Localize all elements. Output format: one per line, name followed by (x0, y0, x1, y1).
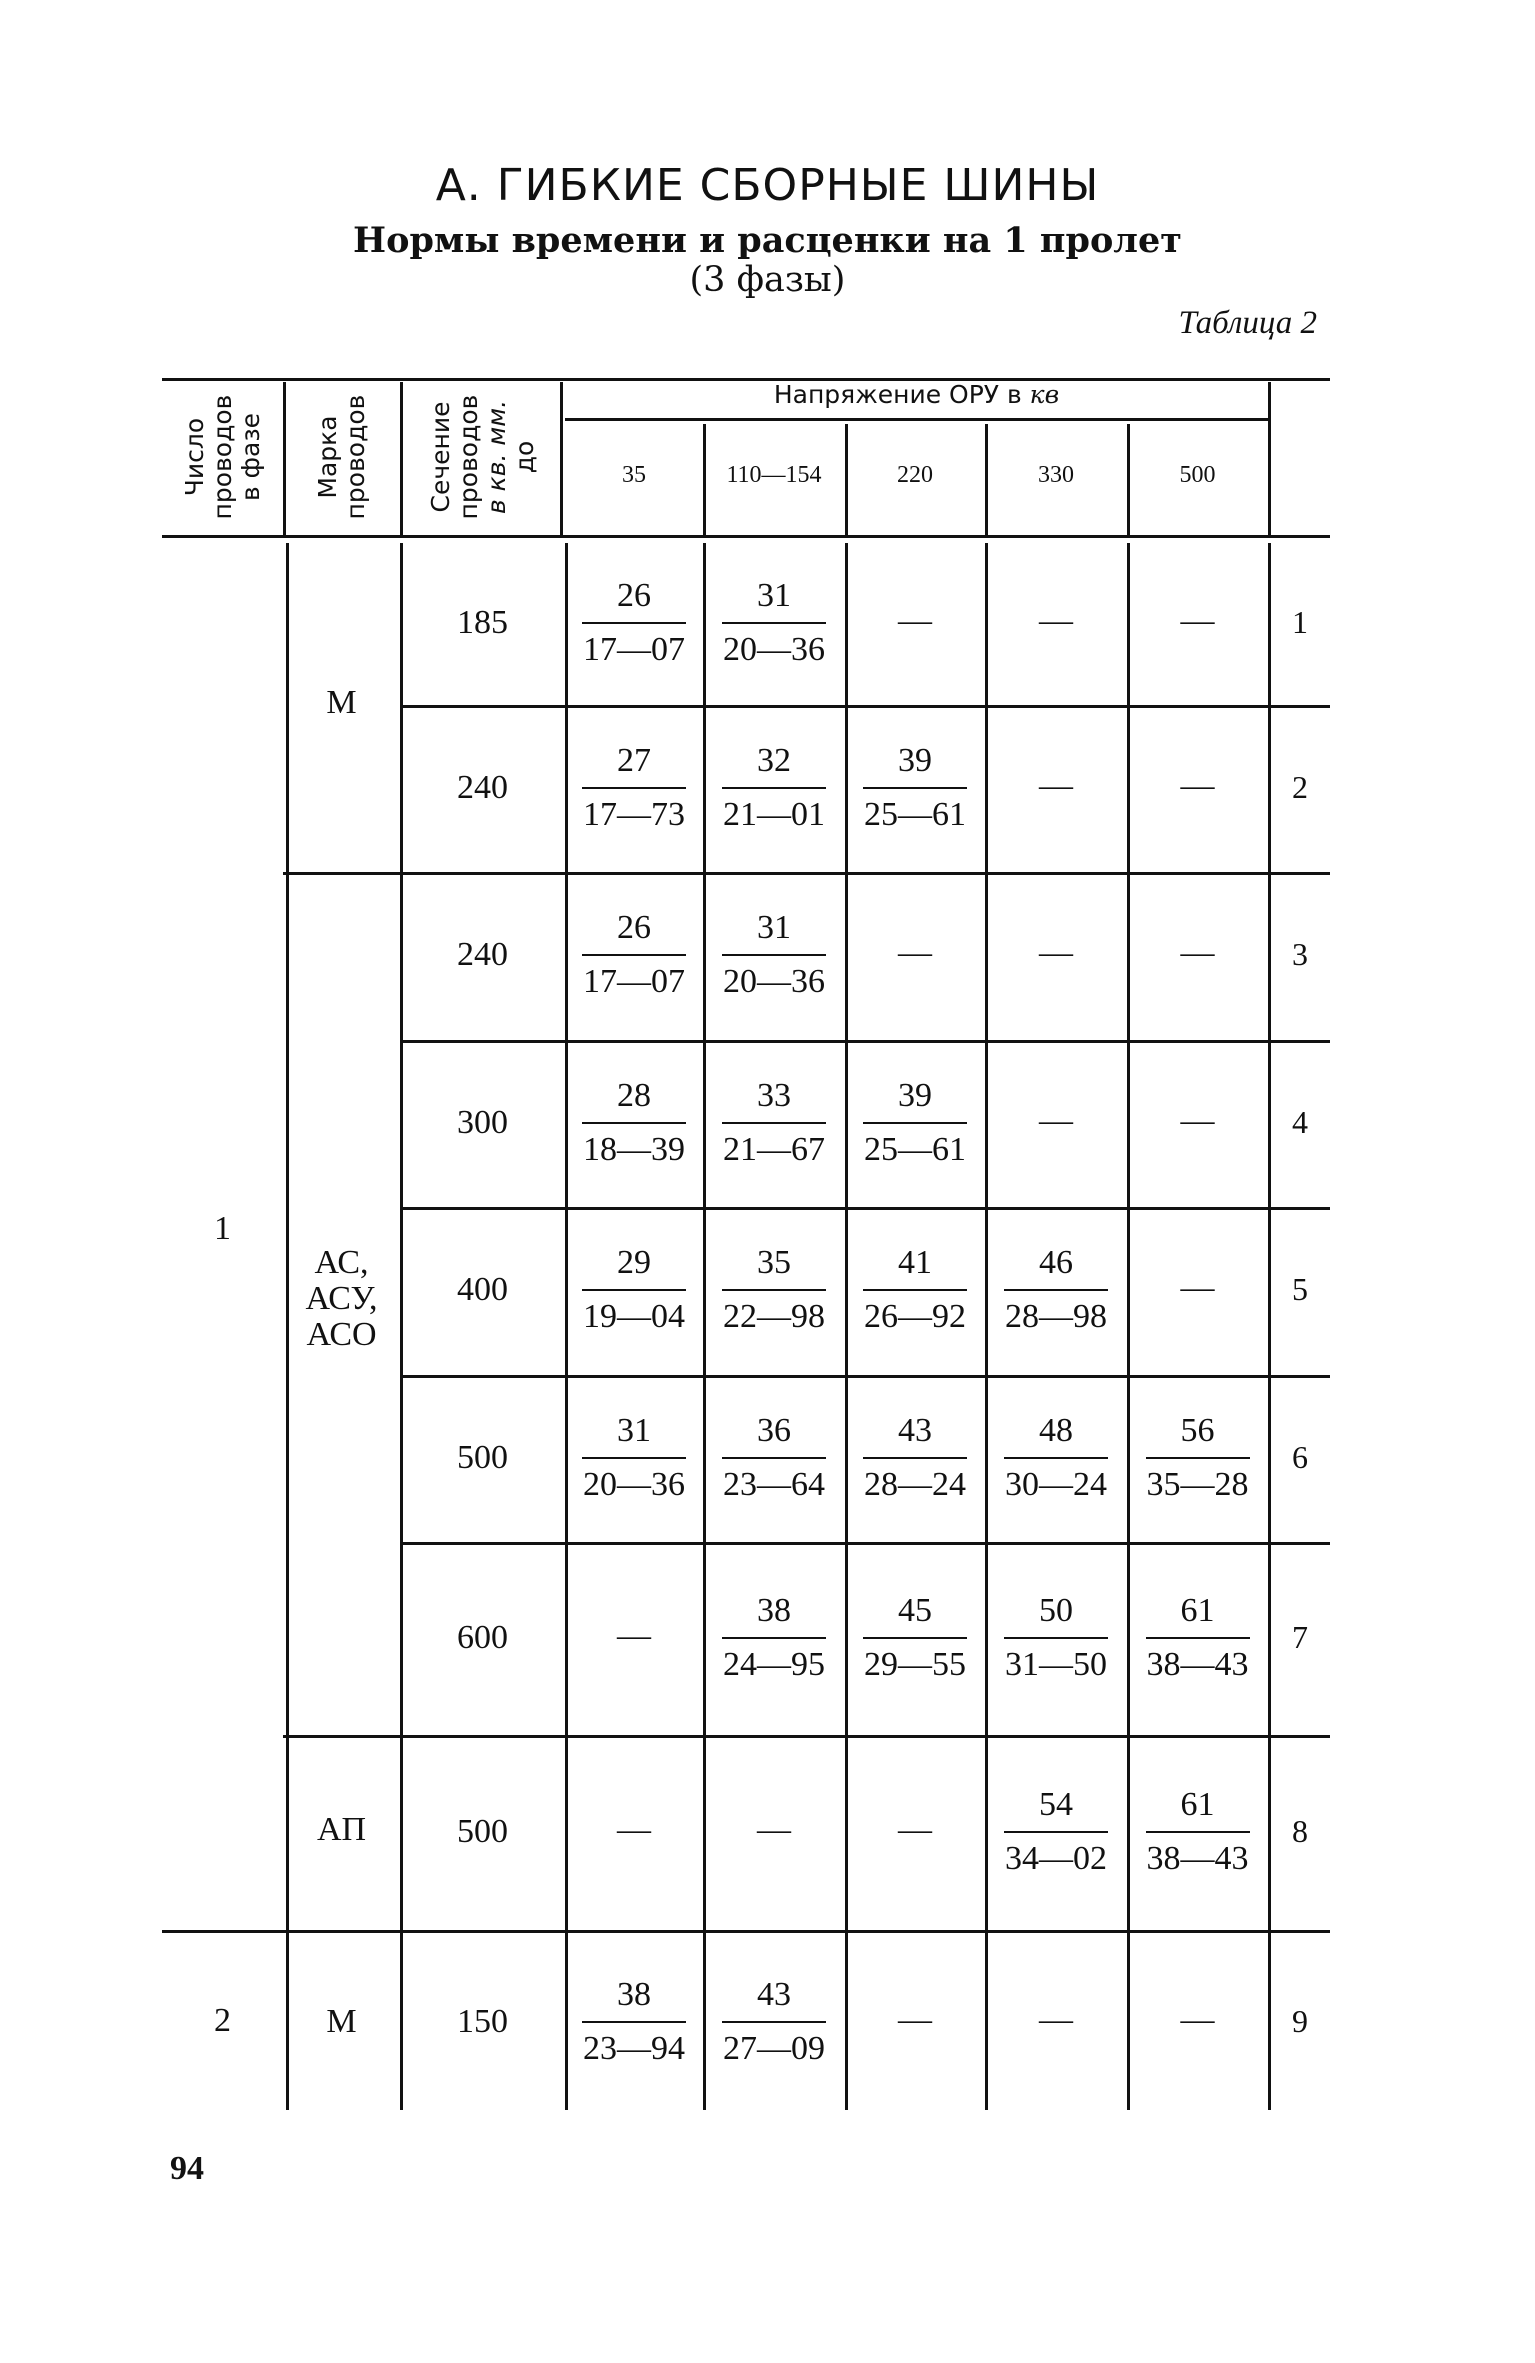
rate-value: 25—61 (864, 795, 966, 833)
row-number: 5 (1292, 1271, 1308, 1307)
empty-cell-dash: — (1180, 766, 1215, 804)
empty-cell-dash: — (617, 1616, 651, 1654)
rate-value: 20—36 (723, 631, 825, 668)
norm-rate-cell (704, 1411, 844, 1505)
voltage-column-2: 220 (897, 462, 933, 488)
empty-cell-dash: — (757, 1810, 791, 1848)
norm-rate-cell (704, 576, 844, 670)
rate-value: 27—09 (723, 2029, 825, 2067)
norm-rate-cell (1128, 1785, 1268, 1879)
rate-value: 28—24 (864, 1465, 966, 1503)
time-norm: 43 (898, 1411, 932, 1449)
brand-m: М (326, 684, 357, 721)
row-number: 2 (1292, 768, 1308, 805)
empty-cell-dash: — (1180, 1269, 1215, 1306)
norm-rate-cell (564, 1076, 704, 1170)
empty-cell-dash: — (898, 602, 932, 639)
cross-section-value: 240 (457, 936, 508, 973)
row-number: 6 (1292, 1438, 1308, 1475)
voltage-column-3: 330 (1038, 462, 1074, 488)
time-norm: 39 (898, 1076, 932, 1114)
cross-section-value: 150 (457, 2002, 508, 2040)
cross-section-value: 300 (457, 1103, 508, 1141)
empty-cell-dash: — (1039, 1101, 1073, 1139)
rate-value: 22—98 (723, 1298, 825, 1335)
norm-rate-cell (564, 1243, 704, 1337)
table-subtitle: Нормы времени и расценки на 1 пролет (353, 220, 1182, 261)
header-divider (400, 382, 403, 535)
group-rule (162, 1930, 1330, 1933)
time-norm: 38 (757, 1591, 791, 1629)
row-rule (283, 872, 1330, 875)
rate-value: 21—01 (723, 795, 825, 833)
time-norm: 50 (1039, 1591, 1073, 1629)
rate-value: 19—04 (583, 1298, 685, 1335)
norm-rate-cell (704, 1076, 844, 1170)
rate-value: 26—92 (864, 1298, 966, 1335)
wires-per-phase-1: 1 (214, 1210, 231, 1247)
table-number-label: Таблица 2 (1178, 305, 1317, 341)
rate-value: 35—28 (1146, 1465, 1249, 1503)
cross-section-value: 400 (457, 1271, 508, 1308)
rate-value: 17—07 (583, 631, 685, 668)
empty-cell-dash: — (617, 1810, 651, 1848)
time-norm: 56 (1180, 1411, 1215, 1449)
time-norm: 61 (1180, 1785, 1215, 1823)
norm-rate-cell (704, 1975, 844, 2069)
norm-rate-cell (564, 1411, 704, 1505)
time-norm: 31 (617, 1411, 651, 1449)
header-line: до (509, 440, 539, 473)
time-norm: 35 (757, 1244, 791, 1281)
cross-section-value: 600 (457, 1618, 508, 1656)
header-line: проводов (453, 394, 483, 519)
header-wire-brand (314, 382, 370, 532)
row-rule (400, 705, 1330, 708)
voltage-column-0: 35 (622, 462, 646, 488)
brand-line: АСО (306, 1316, 377, 1353)
cross-section-value: 240 (457, 768, 508, 806)
time-norm: 28 (617, 1076, 651, 1114)
norm-rate-cell (845, 741, 985, 835)
row-number: 1 (1292, 604, 1308, 640)
norm-rate-cell (986, 1243, 1126, 1337)
header-line: Сечение (425, 401, 455, 512)
rate-value: 17—73 (583, 795, 685, 833)
header-divider (283, 382, 286, 535)
rate-value: 20—36 (583, 1465, 685, 1503)
time-norm: 32 (757, 741, 791, 779)
norm-rate-cell (1128, 1591, 1268, 1685)
time-norm: 31 (757, 577, 791, 614)
voltage-header-rule (565, 418, 1268, 421)
norm-rate-cell (564, 908, 704, 1002)
time-norm: 36 (757, 1411, 791, 1449)
empty-cell-dash: — (898, 1810, 932, 1848)
row-number: 7 (1292, 1618, 1308, 1655)
row-rule (400, 1207, 1330, 1210)
cross-section-value: 500 (457, 1438, 508, 1476)
time-norm: 29 (617, 1244, 651, 1281)
rate-value: 25—61 (864, 1130, 966, 1168)
header-line: в кв. мм. (481, 399, 511, 514)
row-number: 4 (1292, 1103, 1308, 1140)
header-divider (560, 382, 563, 535)
voltage-header (565, 380, 1268, 409)
row-rule (283, 1735, 1330, 1738)
brand-ac-acu-aco (283, 1245, 400, 1353)
norm-rate-cell (845, 1591, 985, 1685)
norm-rate-cell (704, 908, 844, 1002)
norm-rate-cell (564, 741, 704, 835)
header-line: проводов (207, 394, 237, 519)
norm-rate-cell (845, 1243, 985, 1337)
time-norm: 33 (757, 1076, 791, 1114)
time-norm: 48 (1039, 1411, 1073, 1449)
time-norm: 31 (757, 909, 791, 946)
norm-rate-cell (704, 1243, 844, 1337)
row-rule (400, 1542, 1330, 1545)
row-number: 3 (1292, 936, 1308, 972)
empty-cell-dash: — (1039, 2000, 1073, 2038)
cross-section-value: 500 (457, 1812, 508, 1850)
table-subtitle-phases: (3 фазы) (689, 260, 846, 300)
empty-cell-dash: — (1180, 602, 1215, 639)
norm-rate-cell (704, 1591, 844, 1685)
time-norm: 26 (617, 577, 651, 614)
time-norm: 45 (898, 1591, 932, 1629)
row-number: 9 (1292, 2002, 1308, 2039)
norm-rate-cell (564, 576, 704, 670)
row-rule (400, 1375, 1330, 1378)
norm-rate-cell (845, 1411, 985, 1505)
rate-value: 18—39 (583, 1130, 685, 1168)
time-norm: 61 (1180, 1591, 1215, 1629)
body-divider (1268, 543, 1271, 2110)
rate-value: 38—43 (1146, 1645, 1249, 1683)
empty-cell-dash: — (1039, 934, 1073, 971)
norm-rate-cell (564, 1975, 704, 2069)
brand-m-2: М (326, 2003, 357, 2040)
rate-value: 21—67 (723, 1130, 825, 1168)
header-divider (1268, 382, 1271, 535)
empty-cell-dash: — (1180, 1101, 1215, 1139)
brand-ap: АП (316, 1811, 367, 1848)
time-norm: 39 (898, 741, 932, 779)
time-norm: 41 (898, 1244, 932, 1281)
empty-cell-dash: — (898, 2000, 932, 2038)
empty-cell-dash: — (1039, 766, 1073, 804)
norm-rate-cell (704, 741, 844, 835)
empty-cell-dash: — (898, 934, 932, 971)
wires-per-phase-2: 2 (214, 2002, 231, 2039)
time-norm: 43 (757, 1975, 791, 2013)
header-line: Число (179, 417, 209, 496)
header-wires-per-phase (181, 382, 265, 532)
voltage-unit: кв (1029, 380, 1060, 409)
rate-value: 23—94 (583, 2029, 685, 2067)
rate-value: 29—55 (864, 1645, 966, 1683)
rate-value: 24—95 (723, 1645, 825, 1683)
brand-line: АС, (314, 1244, 369, 1281)
rate-value: 31—50 (1005, 1645, 1107, 1683)
norm-rate-cell (986, 1411, 1126, 1505)
empty-cell-dash: — (1180, 2000, 1215, 2038)
header-line: Марка (312, 414, 342, 499)
norm-rate-cell (1128, 1411, 1268, 1505)
row-rule (400, 1040, 1330, 1043)
voltage-header-text: Напряжение ОРУ в (773, 380, 1030, 409)
time-norm: 46 (1039, 1244, 1073, 1281)
rate-value: 17—07 (583, 963, 685, 1000)
row-number: 8 (1292, 1812, 1308, 1849)
rate-value: 20—36 (723, 963, 825, 1000)
time-norm: 54 (1039, 1785, 1073, 1823)
section-title: А. ГИБКИЕ СБОРНЫЕ ШИНЫ (435, 160, 1100, 211)
time-norm: 27 (617, 741, 651, 779)
voltage-column-1: 110—154 (726, 462, 822, 488)
norm-rate-cell (986, 1785, 1126, 1879)
norm-rate-cell (845, 1076, 985, 1170)
cross-section-value: 185 (457, 604, 508, 641)
brand-line: АСУ, (305, 1280, 378, 1317)
rate-value: 23—64 (723, 1465, 825, 1503)
empty-cell-dash: — (1180, 934, 1215, 971)
page-number: 94 (170, 2150, 204, 2187)
rate-value: 30—24 (1005, 1465, 1107, 1503)
empty-cell-dash: — (1039, 602, 1073, 639)
rate-value: 38—43 (1146, 1839, 1249, 1877)
time-norm: 38 (617, 1975, 651, 2013)
header-bottom-rule (162, 535, 1330, 538)
voltage-column-4: 500 (1179, 462, 1216, 488)
time-norm: 26 (617, 909, 651, 946)
rate-value: 34—02 (1005, 1839, 1107, 1877)
header-cross-section (427, 382, 539, 532)
header-line: в фазе (235, 412, 265, 501)
header-line: проводов (340, 394, 370, 519)
rate-value: 28—98 (1005, 1298, 1107, 1335)
norm-rate-cell (986, 1591, 1126, 1685)
